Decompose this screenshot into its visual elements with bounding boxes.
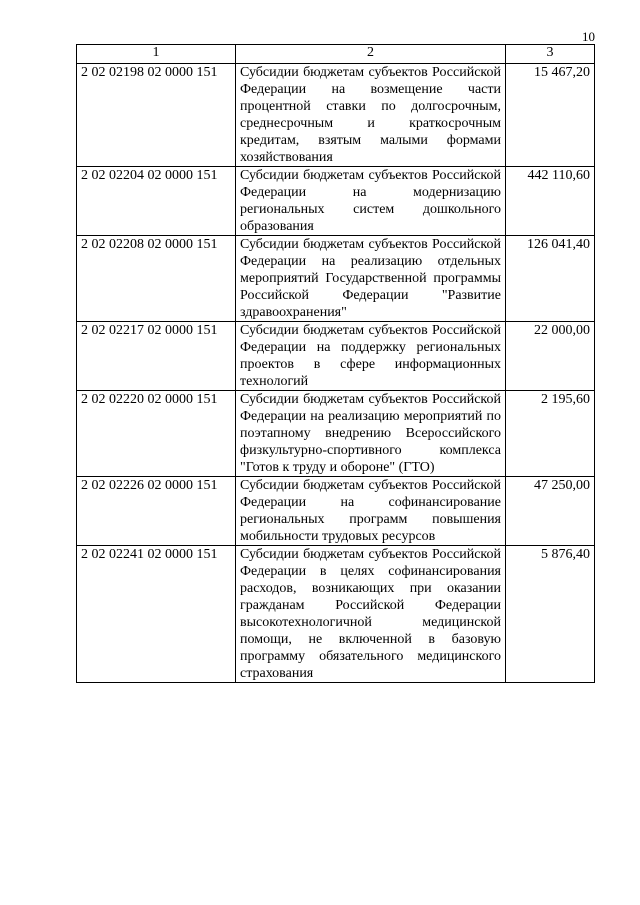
description-cell: Субсидии бюджетам субъектов Российской Федерации на софинансирование региональных программ повышения мобильности трудовых ресурсов [236, 477, 506, 546]
column-header-name: 2 [236, 45, 506, 64]
budget-code-cell: 2 02 02226 02 0000 151 [77, 477, 236, 546]
page-number: 10 [582, 29, 595, 44]
budget-table [76, 44, 595, 683]
budget-code-cell: 2 02 02220 02 0000 151 [77, 391, 236, 477]
budget-code-cell: 2 02 02208 02 0000 151 [77, 236, 236, 322]
amount-cell: 15 467,20 [506, 64, 595, 167]
amount-cell: 47 250,00 [506, 477, 595, 546]
table-row [77, 64, 595, 167]
amount-cell: 126 041,40 [506, 236, 595, 322]
budget-code-cell: 2 02 02198 02 0000 151 [77, 64, 236, 167]
table-row [77, 546, 595, 683]
description-cell: Субсидии бюджетам субъектов Российской Федерации на поддержку региональных проектов в сфере информационных технологий [236, 322, 506, 391]
budget-code-cell: 2 02 02217 02 0000 151 [77, 322, 236, 391]
table-row [77, 322, 595, 391]
amount-cell: 5 876,40 [506, 546, 595, 683]
budget-code-cell: 2 02 02204 02 0000 151 [77, 167, 236, 236]
header-row [77, 45, 595, 64]
budget-code-cell: 2 02 02241 02 0000 151 [77, 546, 236, 683]
description-cell: Субсидии бюджетам субъектов Российской Федерации на реализацию мероприятий по поэтапному внедрению Всероссийского физкультурно-спортивного комплекса "Готов к труду и обороне" (ГТО) [236, 391, 506, 477]
description-cell: Субсидии бюджетам субъектов Российской Федерации в целях софинансирования расходов, возникающих при оказании гражданам Российской Федерации высокотехнологичной медицинской помощи, не включенной в базовую программу обязательного медицинского страхования [236, 546, 506, 683]
column-header-amount: 3 [506, 45, 595, 64]
column-header-code: 1 [77, 45, 236, 64]
description-cell: Субсидии бюджетам субъектов Российской Федерации на модернизацию региональных систем дошкольного образования [236, 167, 506, 236]
description-cell: Субсидии бюджетам субъектов Российской Федерации на реализацию отдельных мероприятий Государственной программы Российской Федерации "Развитие здравоохранения" [236, 236, 506, 322]
table-row [77, 391, 595, 477]
description-cell: Субсидии бюджетам субъектов Российской Федерации на возмещение части процентной ставки по долгосрочным, среднесрочным и краткосрочным кредитам, взятым малыми формами хозяйствования [236, 64, 506, 167]
amount-cell: 22 000,00 [506, 322, 595, 391]
table-row [77, 167, 595, 236]
table-row [77, 236, 595, 322]
table-row [77, 477, 595, 546]
amount-cell: 442 110,60 [506, 167, 595, 236]
amount-cell: 2 195,60 [506, 391, 595, 477]
